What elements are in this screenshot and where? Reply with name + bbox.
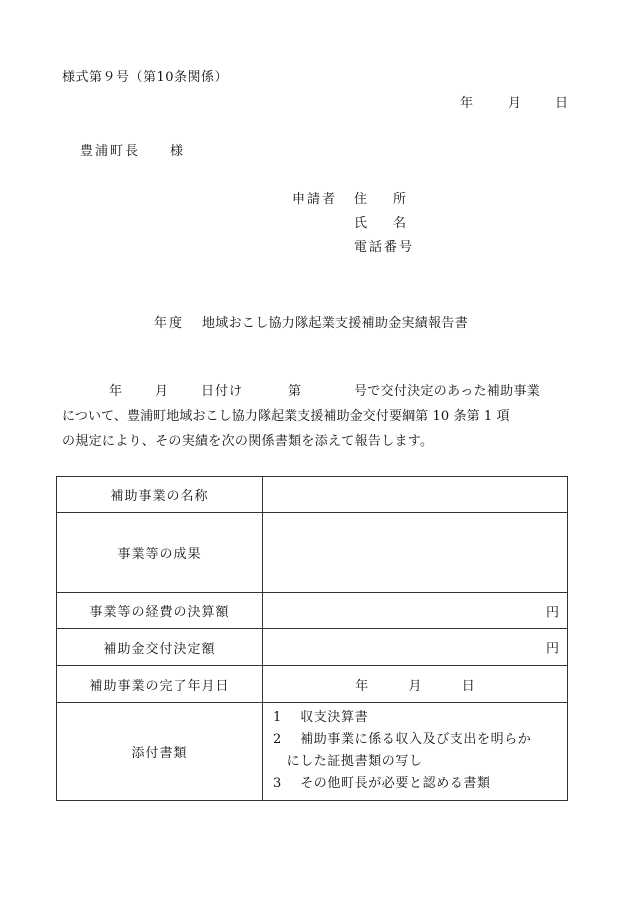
addressee-honorific: 様	[170, 144, 184, 159]
attachment-item: 3 その他町長が必要と認める書類	[273, 776, 491, 791]
date-day: 日	[555, 96, 569, 111]
body-month: 月	[155, 384, 169, 399]
applicant-role: 申請者	[292, 192, 338, 207]
report-table	[56, 476, 568, 801]
addressee-name: 豊浦町長	[80, 144, 141, 159]
applicant-address-label: 住 所	[354, 192, 407, 207]
body-line-2: について、豊浦町地域おこし協力隊起業支援補助金交付要綱第 10 条第 1 項	[62, 409, 510, 424]
yen-unit: 円	[545, 641, 559, 657]
body-year: 年	[109, 384, 123, 399]
row-label-results: 事業等の成果	[57, 513, 263, 593]
completion-month: 月	[408, 678, 422, 694]
form-number-label: 様式第９号（第10条関係）	[62, 70, 229, 85]
row-label-attachments: 添付書類	[57, 703, 263, 801]
body-line-1	[62, 380, 572, 402]
row-label-settlement-amount: 事業等の経費の決算額	[57, 593, 263, 629]
attachment-item: 1 収支決算書	[273, 710, 369, 725]
row-value-settlement-amount[interactable]	[263, 593, 568, 629]
date-month: 月	[508, 96, 522, 111]
row-label-project-name: 補助事業の名称	[57, 477, 263, 513]
attachment-item: 2 補助事業に係る収入及び支出を明らか	[273, 732, 532, 747]
table-row	[57, 666, 568, 703]
completion-day: 日	[461, 678, 475, 694]
row-label-grant-decision-amount: 補助金交付決定額	[57, 629, 263, 666]
body-date: 日付け	[201, 384, 244, 399]
row-value-grant-decision-amount[interactable]	[263, 629, 568, 666]
attachment-item: にした証拠書類の写し	[273, 754, 423, 769]
table-row	[57, 477, 568, 513]
body-line-3: の規定により、その実績を次の関係書類を添えて報告します。	[62, 434, 434, 449]
body-number: 第	[288, 384, 302, 399]
date-year: 年	[460, 96, 474, 111]
table-row	[57, 629, 568, 666]
applicant-name-label: 氏 名	[354, 216, 407, 231]
applicant-phone-label: 電話番号	[354, 240, 415, 255]
row-value-completion-date[interactable]	[263, 666, 568, 703]
row-value-results[interactable]	[263, 513, 568, 593]
completion-year: 年	[355, 678, 369, 694]
yen-unit: 円	[545, 605, 559, 620]
table-row	[57, 513, 568, 593]
table-row	[57, 703, 568, 801]
row-value-attachments	[263, 703, 568, 801]
row-value-project-name[interactable]	[263, 477, 568, 513]
body-line1-rest: 号で交付決定のあった補助事業	[354, 384, 541, 399]
title-fiscal-year: 年度	[154, 316, 185, 331]
row-label-completion-date: 補助事業の完了年月日	[57, 666, 263, 703]
title-main: 地域おこし協力隊起業支援補助金実績報告書	[202, 316, 469, 331]
table-row	[57, 593, 568, 629]
